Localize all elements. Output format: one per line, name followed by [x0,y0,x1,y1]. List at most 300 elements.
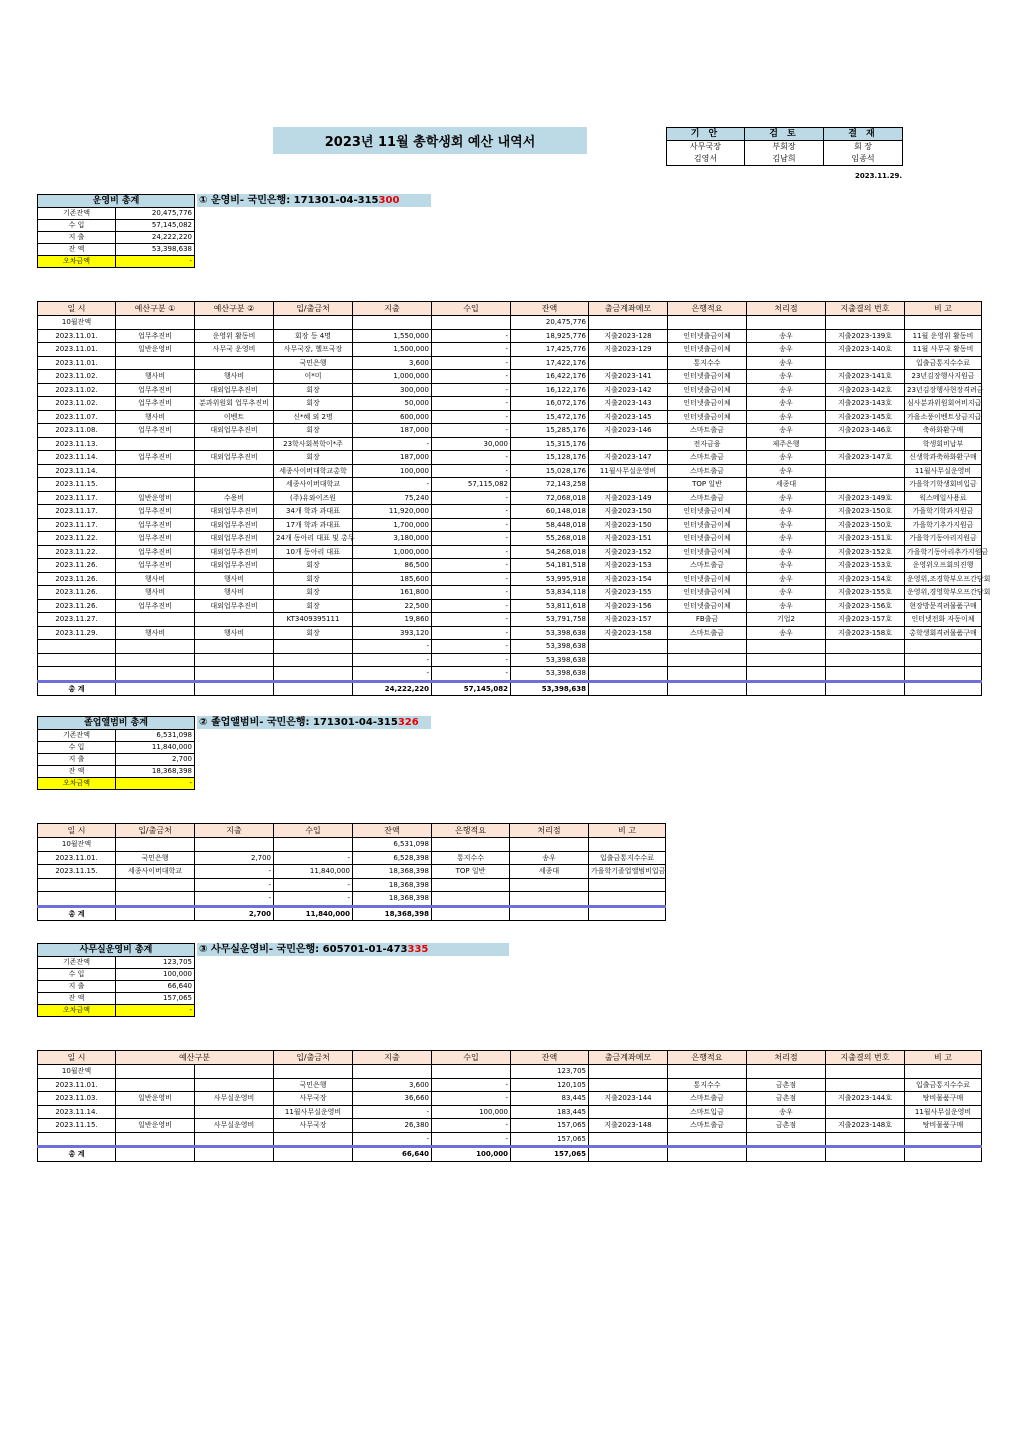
table-cell: 가을학기동아리추가지원금 [905,545,982,559]
table-cell: 대외업무추진비 [195,545,274,559]
table-cell [116,478,195,492]
table-row [38,613,982,627]
table-cell [905,653,982,667]
table-cell: 대외업무추진비 [195,559,274,573]
table-cell: 세종사이버대학교 [116,865,195,879]
table-cell: 53,398,638 [511,681,589,696]
column-header: 지출결의 번호 [826,302,905,316]
table-cell: 스마트출금 [668,626,747,640]
table-row [38,316,982,330]
column-header: 수입 [274,824,353,838]
table-row [38,545,982,559]
table-cell: 지출2023-157호 [826,613,905,627]
table-cell: 송우 [747,505,826,519]
table-cell: 58,448,018 [511,518,589,532]
album-summary-table [37,716,195,790]
table-cell: 지출2023-147 [589,451,668,465]
table-cell: 회장 [274,451,353,465]
table-cell: 스마트출금 [668,1092,747,1106]
table-cell: 세종대 [747,478,826,492]
table-cell: 가을학기학생회비입금 [905,478,982,492]
table-cell: 국민은행 [274,1078,353,1092]
table-cell: 총학생회격려물품구매 [905,626,982,640]
table-cell: 세종사이버대학교 [274,478,353,492]
table-cell [826,464,905,478]
table-cell [589,906,666,921]
table-row [38,838,666,852]
table-cell: 17,425,776 [511,343,589,357]
table-row [38,653,982,667]
table-cell [195,1105,274,1119]
table-cell [116,667,195,682]
table-cell: - [432,518,511,532]
table-cell: 19,860 [353,613,432,627]
operating-summary-table [37,194,195,268]
table-row [38,518,982,532]
table-row [38,1132,982,1147]
table-cell: - [274,878,353,892]
table-cell [195,437,274,451]
table-cell: 53,398,638 [511,653,589,667]
table-cell: 인터넷전화 자동이체 [905,613,982,627]
table-cell: 161,800 [353,586,432,600]
table-cell: 지출2023-143호 [826,397,905,411]
table-cell [589,1065,668,1079]
table-cell: 2023.11.26. [38,559,116,573]
table-cell: 스마트출금 [668,559,747,573]
table-cell: 행사비 [195,626,274,640]
table-cell: 지출2023-149호 [826,491,905,505]
summary-title: 졸업앨범비 총계 [38,717,195,730]
table-cell: 지출2023-144호 [826,1092,905,1106]
summary-label: 수 입 [38,742,116,754]
table-cell [905,667,982,682]
table-cell [116,878,195,892]
total-row [38,906,666,921]
table-cell: 393,120 [353,626,432,640]
table-cell: - [432,343,511,357]
table-cell [432,838,510,852]
table-cell: 운영위,조경학부오프간담회 [905,572,982,586]
approval-header-draft: 기 안 [667,128,745,141]
table-cell: - [432,356,511,370]
table-cell [195,838,274,852]
account-suffix: 326 [397,717,419,728]
table-cell [589,878,666,892]
table-cell: - [432,1119,511,1133]
table-cell [195,1132,274,1147]
table-cell: 인터넷출금이체 [668,532,747,546]
table-row [38,851,666,865]
table-cell: 업무추진비 [116,451,195,465]
table-cell: 50,000 [353,397,432,411]
table-cell [116,464,195,478]
table-row [38,865,666,879]
table-cell: - [432,572,511,586]
table-cell: 34개 학과 과대표 [274,505,353,519]
table-cell: 66,640 [353,1147,432,1162]
table-cell [195,613,274,627]
table-cell: 11월사무실운영비 [905,464,982,478]
column-header: 은행적요 [668,1051,747,1065]
table-cell [38,667,116,682]
table-cell [826,1078,905,1092]
table-cell: 송우 [747,586,826,600]
table-cell: 지출2023-153 [589,559,668,573]
table-cell: 83,445 [511,1092,589,1106]
table-cell [747,667,826,682]
table-cell: 기업2 [747,613,826,627]
table-cell: 10월잔액 [38,838,116,852]
table-cell [668,1065,747,1079]
table-cell: 53,791,758 [511,613,589,627]
table-cell [589,478,668,492]
summary-title: 운영비 총계 [38,195,195,208]
table-cell: 사무실운영비 [195,1092,274,1106]
table-cell: 금촌점 [747,1119,826,1133]
summary-label: 오차금액 [38,256,116,268]
table-cell: 지출2023-148호 [826,1119,905,1133]
table-cell [274,681,353,696]
table-cell: - [432,559,511,573]
table-row [38,1105,982,1119]
table-cell [905,316,982,330]
table-row [38,1092,982,1106]
summary-row [38,754,195,766]
table-cell [432,316,511,330]
table-cell: 2023.11.15. [38,478,116,492]
summary-row [38,1005,195,1017]
table-row [38,370,982,384]
account-label: ③ 사무실운영비- 국민은행: 605701-01-473 [199,944,408,955]
table-cell: 회장 [274,559,353,573]
table-cell: 스마트출금 [668,451,747,465]
table-cell [510,892,589,907]
table-cell: 송우 [747,532,826,546]
table-cell: 업무추진비 [116,329,195,343]
table-cell [432,906,510,921]
table-cell: 3,180,000 [353,532,432,546]
table-cell: 업무추진비 [116,424,195,438]
table-cell [826,667,905,682]
table-cell: 3,600 [353,356,432,370]
table-cell [274,640,353,654]
table-cell: 제주은행 [747,437,826,451]
column-header: 수입 [432,1051,511,1065]
table-cell [747,316,826,330]
summary-value: 123,705 [116,957,195,969]
table-cell [668,653,747,667]
table-cell: 지출2023-148 [589,1119,668,1133]
table-cell: 6,531,098 [353,838,432,852]
table-cell: 심사분과위원회여비지급 [905,397,982,411]
table-cell: 일반운영비 [116,1092,195,1106]
summary-row [38,766,195,778]
table-cell: - [432,626,511,640]
table-cell [38,878,116,892]
office-ledger-table [37,1050,982,1162]
table-cell: 지출2023-158호 [826,626,905,640]
table-cell: 세종대 [510,865,589,879]
summary-value: 100,000 [116,969,195,981]
table-cell: - [432,424,511,438]
table-cell: 11,840,000 [274,865,353,879]
summary-label: 기존잔액 [38,730,116,742]
column-header: 처리점 [510,824,589,838]
column-header: 잔액 [353,824,432,838]
table-cell: 2023.11.01. [38,356,116,370]
table-cell: 1,700,000 [353,518,432,532]
table-cell [116,1132,195,1147]
table-cell [510,838,589,852]
table-cell: 지출2023-142 [589,383,668,397]
table-cell: FB출금 [668,613,747,627]
table-cell: 지출2023-143 [589,397,668,411]
summary-row [38,957,195,969]
table-cell: 24,222,220 [353,681,432,696]
summary-row [38,256,195,268]
table-cell: 행사비 [116,572,195,586]
table-cell: 송우 [747,491,826,505]
table-cell: 22,500 [353,599,432,613]
summary-value: 53,398,638 [116,244,195,256]
operating-ledger-table [37,301,991,696]
summary-row [38,244,195,256]
table-cell [195,640,274,654]
table-cell: 행사비 [195,370,274,384]
table-cell: 2023.11.22. [38,532,116,546]
summary-label: 지 출 [38,981,116,993]
table-cell: 36,660 [353,1092,432,1106]
table-cell: 업무추진비 [116,518,195,532]
table-cell: 입출금통지수수료 [589,851,666,865]
table-cell [432,878,510,892]
summary-title: 사무실운영비 총계 [38,944,195,957]
table-cell: 11,920,000 [353,505,432,519]
table-cell [195,1065,274,1079]
table-cell: 지출2023-142호 [826,383,905,397]
column-header: 예산구분 ① [116,302,195,316]
column-header: 처리점 [747,302,826,316]
table-cell: - [432,329,511,343]
table-cell [353,1065,432,1079]
table-row [38,892,666,907]
table-cell [826,653,905,667]
table-cell: 지출2023-151호 [826,532,905,546]
summary-row [38,969,195,981]
account-suffix: 300 [378,195,400,206]
table-cell: 지출2023-150호 [826,518,905,532]
table-cell: 스마트출금 [668,424,747,438]
summary-value: - [116,256,195,268]
summary-row [38,778,195,790]
table-cell [38,653,116,667]
office-account-title [197,943,509,956]
table-cell: - [353,640,432,654]
table-cell [826,681,905,696]
table-cell: 2023.11.22. [38,545,116,559]
table-row [38,397,982,411]
table-cell: - [432,397,511,411]
table-row [38,1078,982,1092]
table-cell: 지출2023-128 [589,329,668,343]
table-row [38,626,982,640]
table-cell: 15,285,176 [511,424,589,438]
table-cell [589,838,666,852]
summary-value: - [116,1005,195,1017]
column-header: 지출 [353,1051,432,1065]
summary-label: 수 입 [38,220,116,232]
table-cell: 지출2023-151 [589,532,668,546]
table-cell: 사무국장 [274,1092,353,1106]
table-cell: 금촌점 [747,1078,826,1092]
table-cell [905,640,982,654]
table-cell: 인터넷출금이체 [668,545,747,559]
table-cell [905,681,982,696]
summary-row [38,232,195,244]
table-cell [905,1147,982,1162]
table-cell: 가을학기동아리지원금 [905,532,982,546]
table-row [38,1119,982,1133]
table-cell: 157,065 [511,1147,589,1162]
column-header: 지출 [195,824,274,838]
table-cell: 지출2023-154호 [826,572,905,586]
table-cell [826,478,905,492]
table-cell: 인터넷출금이체 [668,329,747,343]
table-cell: 지출2023-147호 [826,451,905,465]
table-cell: 지출2023-144 [589,1092,668,1106]
summary-label: 지 출 [38,754,116,766]
table-cell: 송우 [747,1105,826,1119]
table-cell: 11,840,000 [274,906,353,921]
table-cell: 2023.11.01. [38,343,116,357]
table-cell: 2023.11.07. [38,410,116,424]
table-cell: 24개 동아리 대표 및 총무 [274,532,353,546]
table-cell: 10개 동아리 대표 [274,545,353,559]
table-cell [195,653,274,667]
account-suffix: 335 [407,944,429,955]
table-cell: 스마트출금 [668,491,747,505]
table-cell: - [195,892,274,907]
table-cell [905,1065,982,1079]
table-cell: 국민은행 [274,356,353,370]
table-cell: 54,268,018 [511,545,589,559]
table-cell: 187,000 [353,424,432,438]
table-cell: 지출2023-139호 [826,329,905,343]
table-cell: 2023.11.02. [38,383,116,397]
table-cell: 송우 [747,572,826,586]
approval-role: 회 장 [824,141,903,154]
table-cell: 지출2023-146 [589,424,668,438]
table-cell: 가을학기학과지원금 [905,505,982,519]
summary-value: 24,222,220 [116,232,195,244]
table-cell: 회장 등 4명 [274,329,353,343]
table-cell: 11월사무실운영비 [589,464,668,478]
table-cell [195,356,274,370]
table-cell: 15,472,176 [511,410,589,424]
table-cell: 53,995,918 [511,572,589,586]
column-header: 지출결의 번호 [826,1051,905,1065]
table-cell: 100,000 [432,1147,511,1162]
approval-table [666,127,903,166]
summary-row [38,220,195,232]
table-cell: 인터넷출금이체 [668,383,747,397]
table-cell: 100,000 [432,1105,511,1119]
table-cell: - [432,653,511,667]
table-cell: 123,705 [511,1065,589,1079]
table-cell [195,667,274,682]
table-cell: 2023.11.17. [38,505,116,519]
column-header: 일 시 [38,1051,116,1065]
table-cell: 23년김장행사지원금 [905,370,982,384]
table-cell: 72,068,018 [511,491,589,505]
table-cell: 지출2023-146호 [826,424,905,438]
table-cell: 2023.11.26. [38,572,116,586]
table-cell: - [432,545,511,559]
account-label: ① 운영비- 국민은행: 171301-04-315 [199,195,379,206]
table-cell: - [432,613,511,627]
table-cell: 2023.11.26. [38,599,116,613]
table-row [38,410,982,424]
table-cell: 행사비 [195,572,274,586]
table-cell: 이*미 [274,370,353,384]
summary-value: 2,700 [116,754,195,766]
approval-role: 사무국장 [667,141,745,154]
table-row [38,878,666,892]
table-cell [589,1078,668,1092]
table-cell: 송우 [747,626,826,640]
table-cell: 57,145,082 [432,681,511,696]
table-cell: 인터넷출금이체 [668,518,747,532]
table-cell [38,1132,116,1147]
column-header: 잔액 [511,302,589,316]
table-cell: - [274,851,353,865]
column-header: 예산구분 [116,1051,274,1065]
column-header: 비 고 [905,1051,982,1065]
operating-account-title [197,194,431,207]
table-cell [195,681,274,696]
table-cell: - [353,653,432,667]
table-cell: 총 계 [38,906,116,921]
table-cell: 지출2023-150 [589,518,668,532]
table-cell: 통지수수 [668,356,747,370]
table-cell: - [432,410,511,424]
summary-label: 기존잔액 [38,208,116,220]
table-cell: 15,128,176 [511,451,589,465]
table-cell: 157,065 [511,1132,589,1147]
table-cell: 지출2023-158 [589,626,668,640]
approval-header-review: 검 토 [745,128,824,141]
summary-row [38,208,195,220]
column-header: 수입 [432,302,511,316]
table-cell [668,1132,747,1147]
column-header: 입/출금처 [274,302,353,316]
table-cell: 1,000,000 [353,370,432,384]
table-cell: 2023.11.03. [38,1092,116,1106]
table-cell: 157,065 [511,1119,589,1133]
table-cell [510,906,589,921]
table-cell: 18,368,398 [353,865,432,879]
table-cell: 인터넷출금이체 [668,505,747,519]
table-cell: 인터넷출금이체 [668,343,747,357]
table-cell [510,878,589,892]
table-cell [747,1065,826,1079]
table-cell: 회장 [274,397,353,411]
table-cell: - [353,1105,432,1119]
table-cell [116,316,195,330]
table-cell: 가을학기졸업앨범비입금 [589,865,666,879]
table-cell [826,437,905,451]
